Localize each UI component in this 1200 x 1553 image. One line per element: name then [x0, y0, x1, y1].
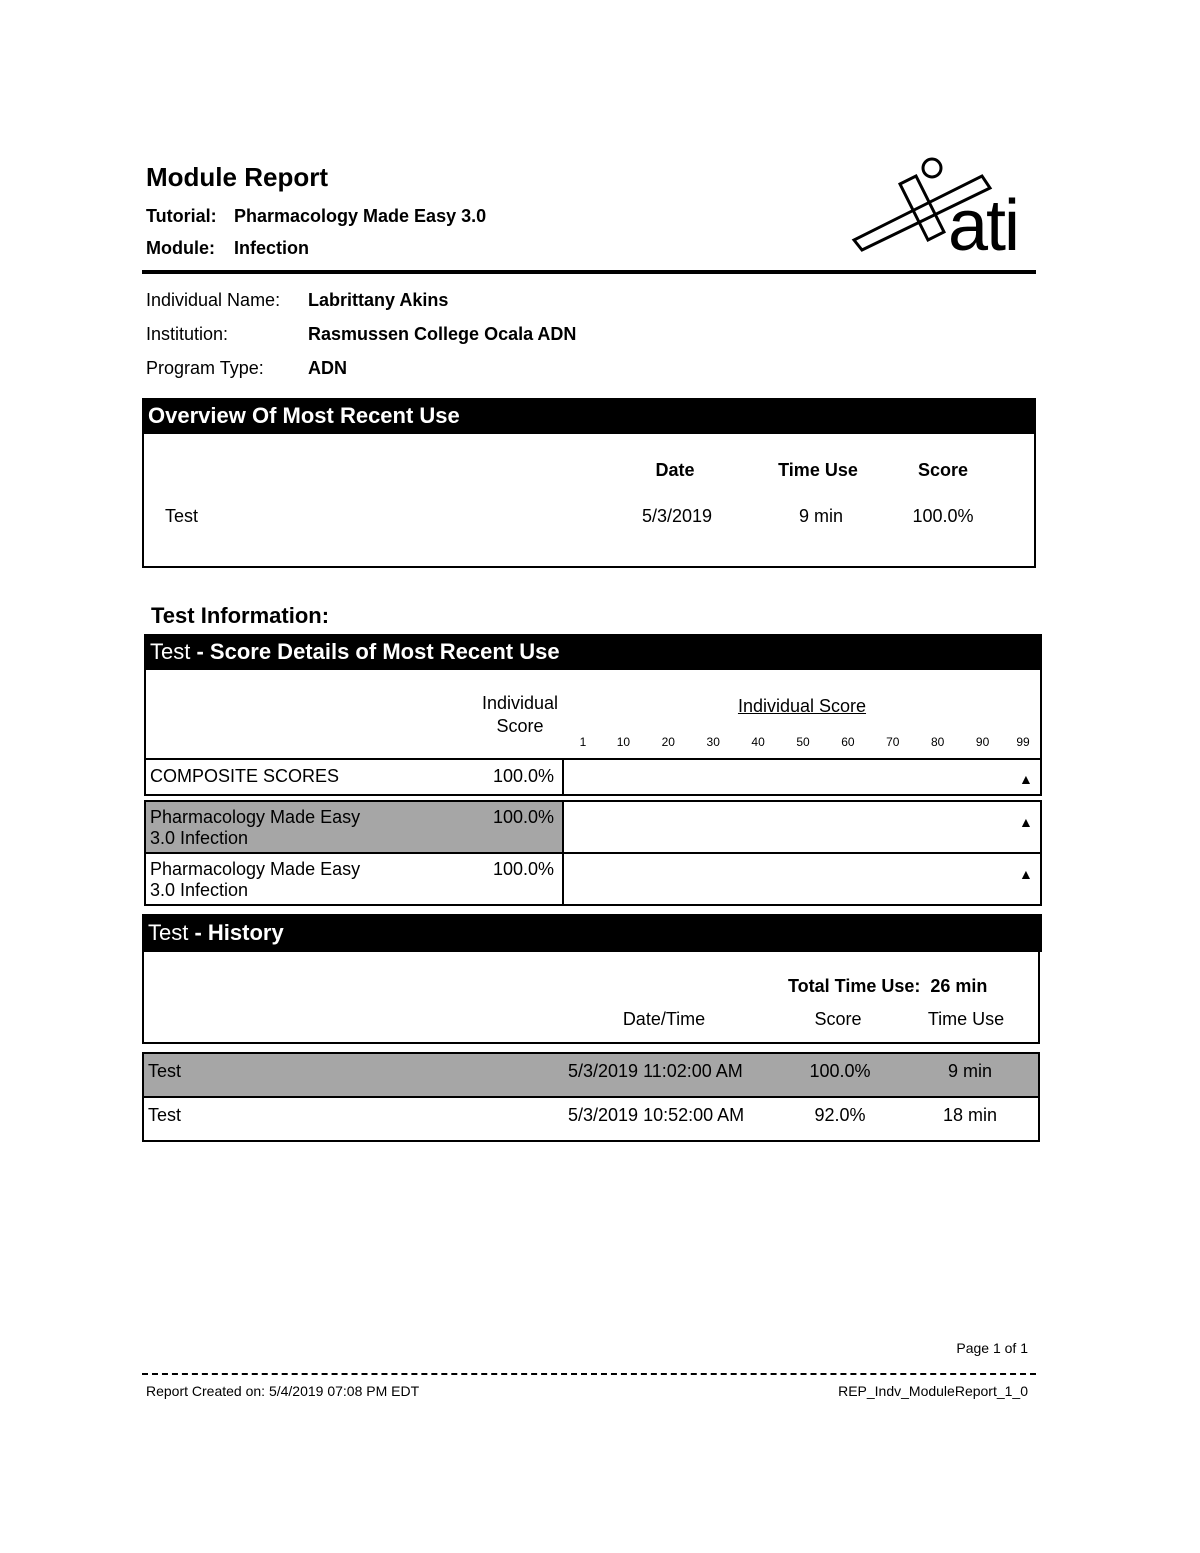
score-scale-tick: 1: [579, 735, 587, 749]
score-row-label-line1: Pharmacology Made Easy: [150, 859, 361, 879]
score-marker-icon: ▲: [1019, 771, 1033, 787]
module-line: [146, 238, 309, 259]
overview-row-name: Test: [165, 506, 199, 526]
history-row-name: Test: [148, 1105, 182, 1125]
score-row-label-line2: 3.0 Infection: [150, 880, 249, 900]
module-label: Module:: [146, 238, 215, 258]
score-scale-tick: 90: [975, 735, 990, 749]
individual-score-column-header: [470, 692, 570, 738]
history-header-datetime: Date/Time: [622, 1009, 706, 1029]
overview-row-score: 100.0%: [912, 506, 974, 526]
institution-label: Institution:: [146, 324, 229, 344]
overview-header-time-use: Time Use: [778, 460, 858, 480]
history-row-score: 100.0%: [809, 1061, 871, 1081]
individual-score-header-line1: Individual: [481, 693, 559, 713]
history-row-score: 92.0%: [814, 1105, 866, 1125]
history-row-name: Test: [148, 1061, 182, 1081]
score-details-title-bar: [144, 634, 1042, 670]
total-time-label: Total Time Use:: [788, 976, 921, 996]
individual-name-line: [146, 290, 448, 311]
history-header-score: Score: [814, 1009, 862, 1029]
score-row-divider: [562, 852, 564, 906]
individual-score-header-line2: Score: [496, 716, 544, 736]
score-scale-tick: 50: [796, 735, 810, 749]
history-row-time: 9 min: [947, 1061, 992, 1081]
score-row-value: 100.0%: [492, 807, 554, 827]
score-details-bar-prefix: Test: [150, 639, 191, 664]
score-row-composite: [144, 758, 1042, 796]
score-row-label: [150, 807, 360, 849]
overview-header-date: Date: [655, 460, 695, 480]
score-row-divider: [562, 800, 564, 854]
history-row: [142, 1096, 1040, 1142]
history-header-box: [142, 950, 1040, 1044]
score-scale-tick: 70: [886, 735, 900, 749]
score-scale-tick: 30: [706, 735, 720, 749]
history-header-time-use: Time Use: [927, 1009, 1005, 1029]
total-time-use: [788, 976, 987, 997]
score-scale-tick: 10: [616, 735, 631, 749]
history-title-bar: [142, 914, 1042, 952]
score-row-label: COMPOSITE SCORES: [150, 766, 340, 786]
footer-dashed-rule: [142, 1373, 1036, 1375]
tutorial-line: [146, 206, 486, 227]
history-row-time: 18 min: [942, 1105, 998, 1125]
individual-name-label: Individual Name:: [146, 290, 281, 310]
ati-logo: [848, 152, 1038, 268]
overview-row-date: 5/3/2019: [641, 506, 713, 526]
score-row-value: 100.0%: [492, 766, 554, 786]
score-row-divider: [562, 758, 564, 796]
history-row-datetime: 5/3/2019 11:02:00 AM: [568, 1061, 743, 1081]
program-type-label: Program Type:: [146, 358, 264, 378]
page-title: Module Report: [146, 162, 328, 192]
tutorial-label: Tutorial:: [146, 206, 217, 226]
score-row-value: 100.0%: [492, 859, 554, 879]
score-scale-tick: 60: [841, 735, 855, 749]
overview-box: [142, 432, 1036, 568]
individual-name-value: Labrittany Akins: [308, 290, 449, 310]
score-marker-icon: ▲: [1019, 866, 1033, 882]
score-scale-tick: 99: [1016, 735, 1030, 749]
history-bar-title: - History: [194, 920, 284, 945]
score-details-bar-title: - Score Details of Most Recent Use: [196, 639, 560, 664]
overview-title-bar: Overview Of Most Recent Use: [142, 398, 1036, 434]
test-info-heading: Test Information:: [151, 603, 330, 628]
history-row: [142, 1052, 1040, 1098]
program-type-value: ADN: [308, 358, 347, 378]
total-time-value: 26 min: [930, 976, 988, 996]
ati-logo-text: ati: [948, 186, 1019, 266]
score-scale-tick: 20: [661, 735, 675, 749]
score-scale-tick: 80: [931, 735, 945, 749]
institution-line: [146, 324, 576, 345]
program-type-line: [146, 358, 347, 379]
module-value: Infection: [234, 238, 309, 258]
score-row-label-line2: 3.0 Infection: [150, 828, 249, 848]
score-row-topic-2: [144, 852, 1042, 906]
header-rule: [142, 270, 1036, 274]
report-id: REP_Indv_ModuleReport_1_0: [838, 1383, 1028, 1399]
score-row-label: [150, 859, 360, 901]
individual-score-scale-title: Individual Score: [737, 696, 867, 716]
score-row-topic-1: [144, 800, 1042, 854]
score-marker-icon: ▲: [1019, 814, 1033, 830]
page-number: Page 1 of 1: [956, 1340, 1028, 1356]
report-created: Report Created on: 5/4/2019 07:08 PM EDT: [146, 1383, 420, 1399]
overview-header-score: Score: [917, 460, 969, 480]
overview-row-time: 9 min: [798, 506, 843, 526]
history-row-datetime: 5/3/2019 10:52:00 AM: [568, 1105, 745, 1125]
tutorial-value: Pharmacology Made Easy 3.0: [234, 206, 487, 226]
institution-value: Rasmussen College Ocala ADN: [308, 324, 577, 344]
history-bar-prefix: Test: [148, 920, 189, 945]
score-row-label-line1: Pharmacology Made Easy: [150, 807, 361, 827]
score-scale-tick: 40: [751, 735, 765, 749]
